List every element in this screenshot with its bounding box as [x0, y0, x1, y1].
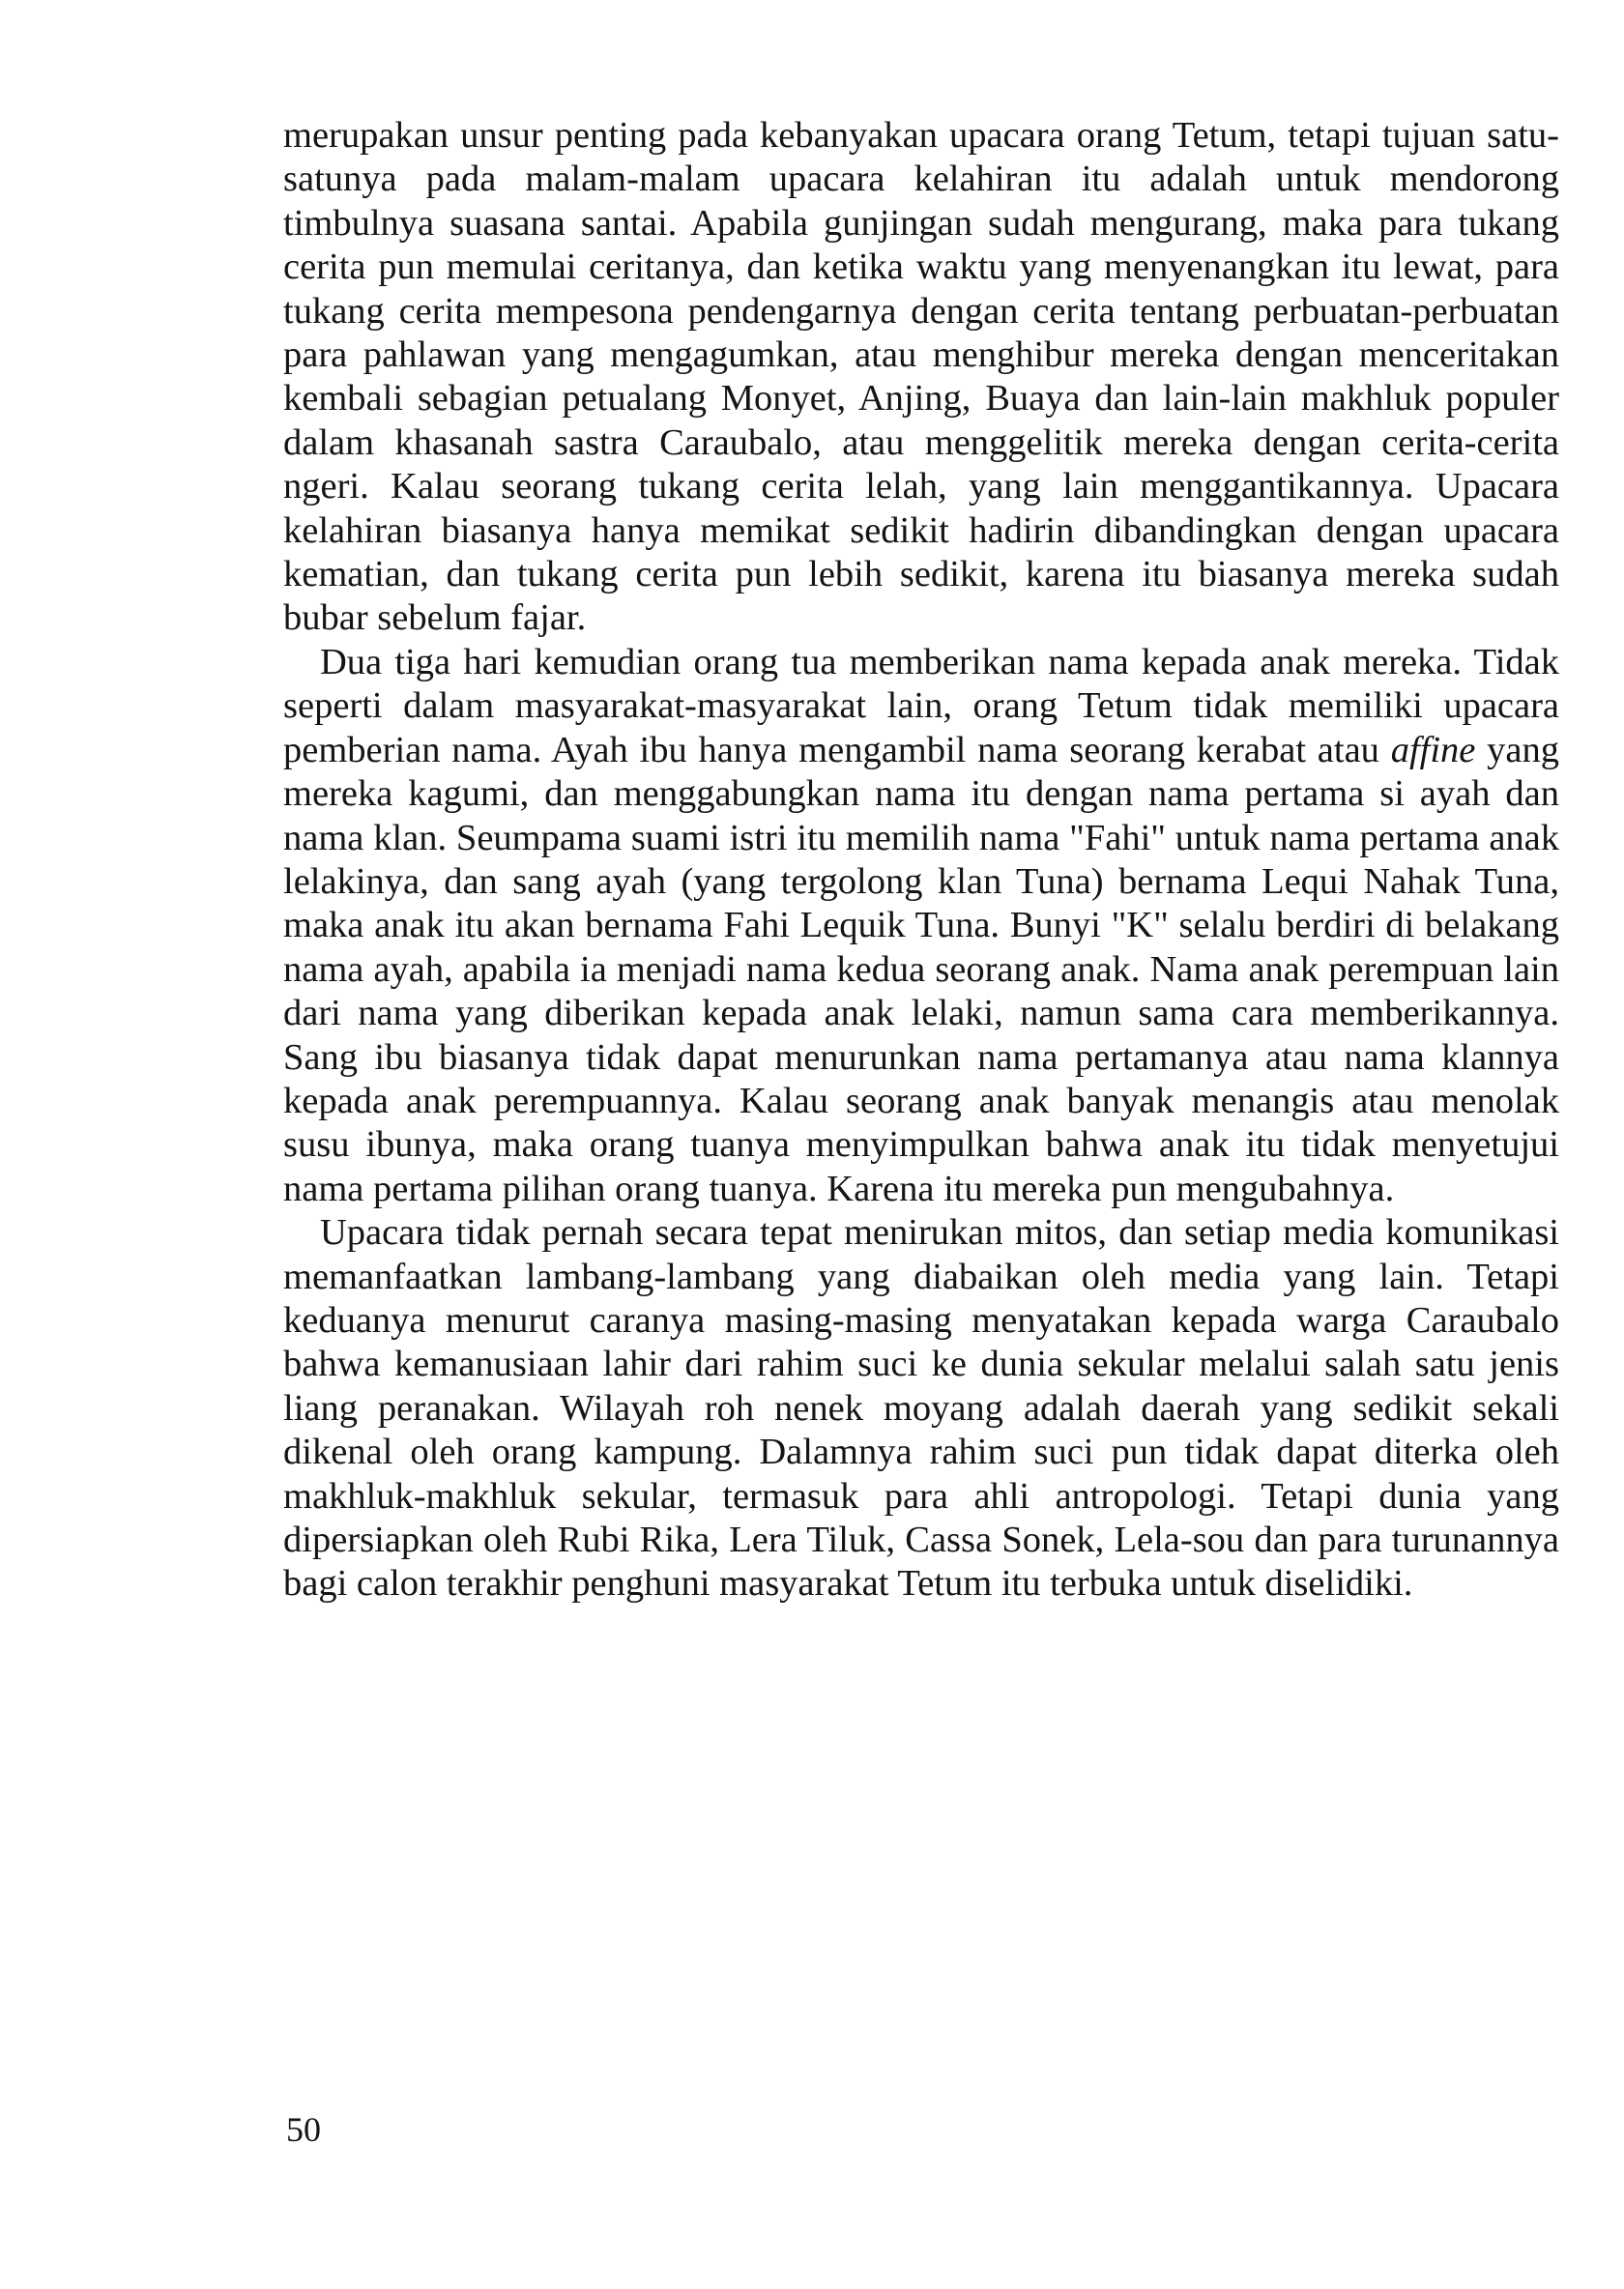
italic-term-affine: affine	[1390, 729, 1476, 770]
page-number: 50	[286, 2110, 321, 2149]
body-text	[283, 114, 1559, 1607]
paragraph-3	[283, 1211, 1559, 1607]
paragraph-1-text: merupakan unsur penting pada kebanyakan upacara orang Tetum, tetapi tujuan satu-satunya pada malam-malam upacara kelahiran itu adalah untuk mendorong timbulnya suasana santai. Apabila gunjingan sudah mengurang, maka para tukang cerita pun memulai ceritanya, dan ketika waktu yang menyenangkan itu lewat, para tukang cerita mempesona pendengarnya dengan cerita tentang perbuatan-perbuatan para pahlawan yang mengagumkan, atau menghibur mereka dengan menceritakan kembali sebagian petualang Monyet, Anjing, Buaya dan lain-lain makhluk populer dalam khasanah sastra Caraubalo, atau menggelitik mereka dengan cerita-cerita ngeri. Kalau seorang tukang cerita lelah, yang lain menggantikannya. Upacara kelahiran biasanya hanya memikat sedikit hadirin dibandingkan dengan upacara kematian, dan tukang cerita pun lebih sedikit, karena itu biasanya mereka sudah bubar sebelum fajar.	[283, 115, 1559, 639]
paragraph-3-text: Upacara tidak pernah secara tepat menirukan mitos, dan setiap media komunikasi memanfaatkan lambang-lambang yang diabaikan oleh media yang lain. Tetapi keduanya menurut caranya masing-masing menyatakan kepada warga Caraubalo bahwa kemanusiaan lahir dari rahim suci ke dunia sekular melalui salah satu jenis liang peranakan. Wilayah roh nenek moyang adalah daerah yang sedikit sekali dikenal oleh orang kampung. Dalamnya rahim suci pun tidak dapat diterka oleh makhluk-makhluk sekular, termasuk para ahli antropologi. Tetapi dunia yang dipersiapkan oleh Rubi Rika, Lera Tiluk, Cassa Sonek, Lela-sou dan para turunannya bagi calon terakhir penghuni masyarakat Tetum itu terbuka untuk diselidiki.	[283, 1212, 1559, 1605]
paragraph-1	[283, 114, 1559, 641]
paragraph-2-text-b: yang mereka kagumi, dan menggabungkan nama itu dengan nama pertama si ayah dan nama klan. Seumpama suami istri itu memilih nama "Fahi" untuk nama pertama anak lelakinya, dan sang ayah (yang tergolong klan Tuna) bernama Lequi Nahak Tuna, maka anak itu akan bernama Fahi Lequik Tuna. Bunyi "K" selalu berdiri di belakang nama ayah, apabila ia menjadi nama kedua seorang anak. Nama anak perempuan lain dari nama yang diberikan kepada anak lelaki, namun sama cara memberikannya. Sang ibu biasanya tidak dapat menurunkan nama pertamanya atau nama klannya kepada anak perempuannya. Kalau seorang anak banyak menangis atau menolak susu ibunya, maka orang tuanya menyimpulkan bahwa anak itu tidak menyetujui nama pertama pilihan orang tuanya. Karena itu mereka pun mengubahnya.	[283, 729, 1559, 1209]
paragraph-2	[283, 641, 1559, 1211]
paragraph-2-text-a: Dua tiga hari kemudian orang tua memberikan nama kepada anak mereka. Tidak seperti dalam masyarakat-masyarakat lain, orang Tetum tidak memiliki upacara pemberian nama. Ayah ibu hanya mengambil nama seorang kerabat atau	[283, 641, 1559, 770]
